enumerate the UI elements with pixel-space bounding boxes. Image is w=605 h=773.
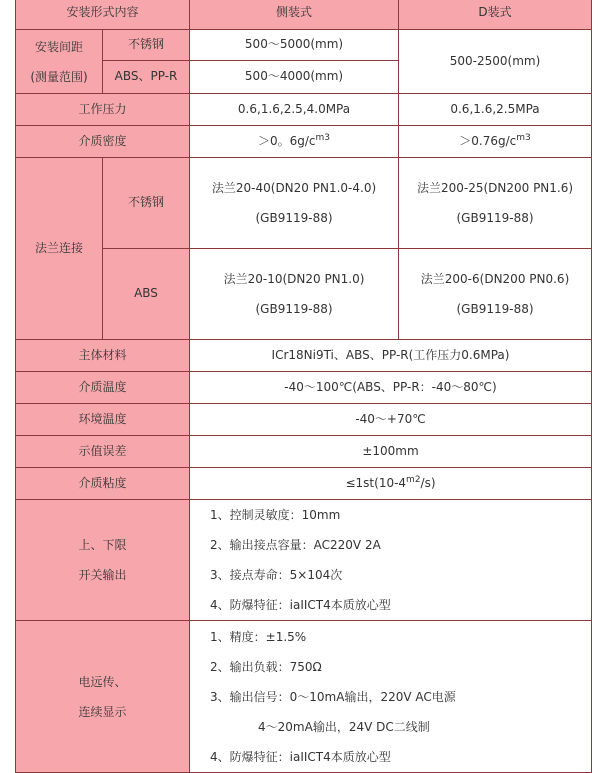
switch-output-items: [190, 500, 592, 621]
remote-display-items: [190, 621, 592, 773]
list-item: 2、输出负载：750Ω: [210, 659, 322, 674]
list-item: 4～20mA输出，24V DC二线制: [258, 719, 430, 734]
switch-output-label-line1: 上、下限: [78, 538, 127, 552]
viscosity-value-prefix: ≤1st(10-4: [345, 476, 407, 491]
remote-display-label-line1: 电远传、: [78, 674, 127, 689]
density-label: 介质密度: [16, 126, 190, 158]
install-spacing-abs-label: ABS、PP-R: [103, 61, 190, 94]
density-d-unit-sup: m3: [516, 133, 531, 144]
row-flange-abs: [16, 249, 592, 340]
row-install-spacing-stainless: [16, 30, 592, 61]
list-item: 2、输出接点容量：AC220V 2A: [210, 538, 381, 552]
row-switch-output: [16, 500, 592, 621]
flange-stainless-label: 不锈钢: [103, 158, 190, 249]
header-install-form: 安装形式内容: [16, 0, 190, 30]
flange-stainless-d: [399, 158, 592, 249]
list-item: 3、接点寿命：5×104次: [210, 568, 343, 582]
density-d-text: ＞0.76g/c: [459, 134, 517, 149]
header-side-mount: 侧装式: [190, 0, 399, 30]
flange-abs-side: [190, 249, 399, 340]
switch-output-label: [16, 500, 190, 621]
flange-abs-side-line2: (GB9119-88): [255, 302, 333, 316]
ambient-temp-label: 环境温度: [16, 404, 190, 436]
row-pressure: [16, 94, 592, 126]
install-spacing-label-line2: (测量范围): [30, 69, 88, 84]
row-flange-stainless: [16, 158, 592, 249]
header-d-mount: D装式: [399, 0, 592, 30]
material-label: 主体材料: [16, 340, 190, 372]
row-viscosity: [16, 468, 592, 500]
flange-abs-d-line2: (GB9119-88): [456, 302, 534, 316]
header-row: [16, 0, 592, 30]
viscosity-label: 介质粘度: [16, 468, 190, 500]
viscosity-unit-sup: m2: [406, 475, 421, 486]
pressure-side: 0.6,1.6,2.5,4.0MPa: [190, 94, 399, 126]
row-ambient-temp: [16, 404, 592, 436]
density-side-unit-sup: m3: [315, 133, 331, 144]
install-spacing-abs-side: 500～4000(mm): [190, 61, 399, 94]
row-density: [16, 126, 592, 158]
row-material: [16, 340, 592, 372]
density-side: [190, 126, 399, 158]
list-item: 4、防爆特征：iaIICT4本质放心型: [210, 749, 391, 764]
flange-label: 法兰连接: [16, 158, 103, 340]
row-remote-display: [16, 621, 592, 773]
flange-abs-d-line1: 法兰200-6(DN200 PN0.6): [420, 272, 570, 286]
flange-stainless-side: [190, 158, 399, 249]
pressure-label: 工作压力: [16, 94, 190, 126]
flange-stainless-side-line1: 法兰20-40(DN20 PN1.0-4.0): [211, 181, 377, 195]
flange-abs-label: ABS: [103, 249, 190, 340]
viscosity-value: [190, 468, 592, 500]
install-spacing-label: [16, 30, 103, 94]
medium-temp-value: -40～100℃(ABS、PP-R：-40～80℃): [190, 372, 592, 404]
viscosity-value-suffix: /s): [420, 476, 436, 491]
flange-stainless-d-line2: (GB9119-88): [456, 211, 534, 225]
flange-stainless-side-line2: (GB9119-88): [255, 211, 333, 225]
material-value: ICr18Ni9Ti、ABS、PP-R(工作压力0.6MPa): [190, 340, 592, 372]
list-item: 1、控制灵敏度：10mm: [210, 508, 341, 522]
row-medium-temp: [16, 372, 592, 404]
remote-display-label-line2: 连续显示: [78, 704, 127, 719]
error-label: 示值误差: [16, 436, 190, 468]
install-spacing-label-line1: 安装间距: [34, 39, 83, 54]
error-value: ±100mm: [190, 436, 592, 468]
pressure-d: 0.6,1.6,2.5MPa: [399, 94, 592, 126]
install-spacing-d: 500-2500(mm): [399, 30, 592, 94]
row-error: [16, 436, 592, 468]
list-item: 4、防爆特征：iaIICT4本质放心型: [210, 598, 391, 612]
install-spacing-stainless-side: 500～5000(mm): [190, 30, 399, 61]
density-side-text: ＞0。6g/c: [258, 134, 316, 149]
remote-display-label: [16, 621, 190, 773]
list-item: 3、输出信号：0～10mA输出，220V AC电源: [210, 689, 456, 704]
flange-abs-side-line1: 法兰20-10(DN20 PN1.0): [223, 272, 365, 286]
list-item: 1、精度：±1.5%: [210, 629, 307, 644]
flange-abs-d: [399, 249, 592, 340]
ambient-temp-value: -40～+70℃: [190, 404, 592, 436]
flange-stainless-d-line1: 法兰200-25(DN200 PN1.6): [416, 181, 574, 195]
switch-output-label-line2: 开关输出: [78, 568, 127, 582]
install-spacing-stainless-label: 不锈钢: [103, 30, 190, 61]
spec-table: [15, 0, 592, 773]
density-d: [399, 126, 592, 158]
medium-temp-label: 介质温度: [16, 372, 190, 404]
